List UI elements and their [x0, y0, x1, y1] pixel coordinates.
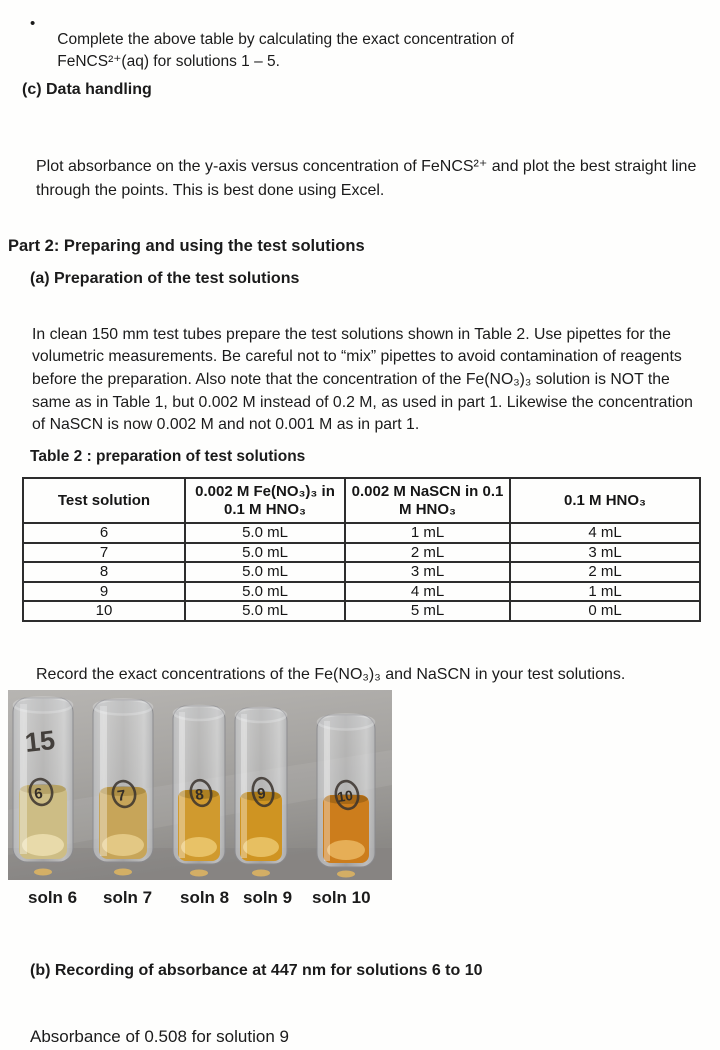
marker-number-6: 6: [33, 784, 44, 803]
cell-fe-volume: 5.0 mL: [185, 601, 345, 621]
test-tubes-photo: [8, 690, 392, 880]
cell-nascn-volume: 5 mL: [345, 601, 510, 621]
cell-fe-volume: 5.0 mL: [185, 523, 345, 543]
test-tube-9: [235, 708, 287, 877]
table-caption: Table 2 : preparation of test solutions: [30, 448, 306, 465]
cell-nascn-volume: 4 mL: [345, 582, 510, 602]
table-row: [23, 562, 700, 582]
col-header-nascn: 0.002 M NaSCN in 0.1 M HNO₃: [345, 478, 510, 523]
bench-glint: [337, 871, 355, 878]
bullet-item: [30, 13, 560, 89]
col-header-fe-no3: 0.002 M Fe(NO₃)₃ in 0.1 M HNO₃: [185, 478, 345, 523]
section-c-heading: (c) Data handling: [22, 81, 152, 98]
handwritten-15: 15: [23, 724, 57, 758]
marker-number-10: 10: [336, 786, 354, 805]
section-c-paragraph: Plot absorbance on the y-axis versus concentration of FeNCS²⁺ and plot the best straight line through the points. This is best done using Excel.: [36, 158, 697, 199]
section-a-paragraph: In clean 150 mm test tubes prepare the test solutions shown in Table 2. Use pipettes for the volumetric measurements. Be careful not to “mix” pipettes to avoid contamination of reagents before the preparation. Also note that the concentration of the Fe(NO₃)₃ solution is NOT the same as in Table 1, but 0.002 M instead of 0.2 M, as used in part 1. Likewise the concentration of NaSCN is now 0.002 M and not 0.001 M as in part 1.: [32, 325, 693, 434]
bench-glint: [252, 870, 270, 877]
marker-number-7: 7: [116, 786, 127, 805]
record-note: Record the exact concentrations of the Fe(NO₃)₃ and NaSCN in your test solutions.: [36, 666, 626, 683]
bench-glint: [34, 869, 52, 876]
cell-hno3-volume: 0 mL: [510, 601, 700, 621]
cell-fe-volume: 5.0 mL: [185, 562, 345, 582]
absorbance-note: Absorbance of 0.508 for solution 9: [30, 1027, 289, 1046]
col-header-test-solution: Test solution: [23, 478, 185, 523]
cell-hno3-volume: 1 mL: [510, 582, 700, 602]
cell-hno3-volume: 4 mL: [510, 523, 700, 543]
section-a-heading: (a) Preparation of the test solutions: [30, 270, 300, 287]
cell-fe-volume: 5.0 mL: [185, 543, 345, 563]
label-soln-9: soln 9: [243, 888, 293, 907]
label-soln-6: soln 6: [28, 888, 78, 907]
table-row: [23, 543, 700, 563]
cell-hno3-volume: 2 mL: [510, 562, 700, 582]
test-tubes-photo-image: [8, 690, 392, 880]
bench-glint: [190, 870, 208, 877]
marker-number-9: 9: [256, 784, 267, 803]
section-b-heading: (b) Recording of absorbance at 447 nm for solutions 6 to 10: [30, 962, 483, 979]
bench-glint: [114, 869, 132, 876]
part2-heading: Part 2: Preparing and using the test solutions: [8, 237, 365, 255]
cell-solution: 7: [23, 543, 185, 563]
test-tube-6: [13, 698, 73, 876]
cell-nascn-volume: 3 mL: [345, 562, 510, 582]
table-2: [22, 477, 701, 622]
table-header-row: [23, 478, 700, 523]
cell-solution: 10: [23, 601, 185, 621]
test-tube-7: [93, 700, 153, 876]
test-tube-8: [173, 706, 225, 877]
cell-nascn-volume: 1 mL: [345, 523, 510, 543]
bullet-item-text: Complete the above table by calculating the exact concentration of FeNCS²⁺(aq) for solutions 1 – 5.: [57, 30, 514, 70]
label-soln-8: soln 8: [180, 888, 230, 907]
label-soln-10: soln 10: [312, 888, 371, 907]
test-tube-10: [317, 715, 375, 878]
col-header-hno3: 0.1 M HNO₃: [510, 478, 700, 523]
table-row: [23, 582, 700, 602]
cell-solution: 9: [23, 582, 185, 602]
cell-hno3-volume: 3 mL: [510, 543, 700, 563]
marker-number-8: 8: [194, 785, 205, 804]
label-soln-7: soln 7: [103, 888, 153, 907]
cell-solution: 6: [23, 523, 185, 543]
table-row: [23, 523, 700, 543]
cell-nascn-volume: 2 mL: [345, 543, 510, 563]
cell-solution: 8: [23, 562, 185, 582]
table-row: [23, 601, 700, 621]
cell-fe-volume: 5.0 mL: [185, 582, 345, 602]
bullet-icon: •: [30, 15, 36, 32]
